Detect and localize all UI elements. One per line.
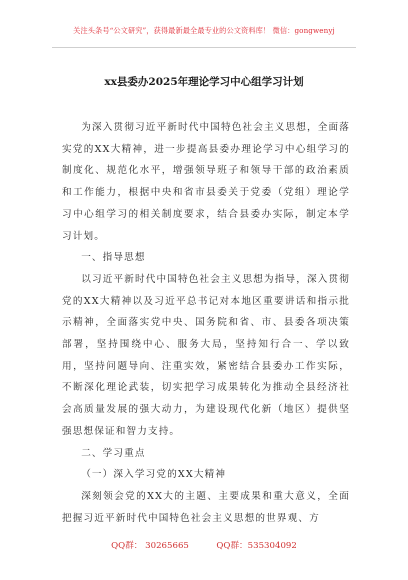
- study-congress-paragraph: 深刻领会党的XX大的主题、主要成果和重大意义，全面把握习近平新时代中国特色社会主义思想的世界观、方: [62, 490, 350, 524]
- guiding-thought-paragraph: 以习近平新时代中国特色社会主义思想为指导，深入贯彻党的XX大精神以及习近平总书记对本地区重要讲话和指示批示精神，全面落实党中央、国务院和省、市、县委各项决策部署，坚持围绕中心、服务大局，坚持知行合一、学以致用，坚持问题导向、注重实效，紧密结合县委办工作实际，不断深化理论武装，切实把学习成果转化为推动全县经济社会高质量发展的强大动力，为建设现代化新（地区）提供坚强思想保证和智力支持。: [62, 273, 350, 437]
- footer-contact: [0, 539, 408, 551]
- intro-paragraph: 为深入贯彻习近平新时代中国特色社会主义思想，全面落实党的XX大精神，进一步提高县委办理论学习中心组学习的制度化、规范化水平，增强领导班子和领导干部的政治素质和工作能力，根据中央和省市县委关于党委（党组）理论学习中心组学习的相关制度要求，结合县委办实际，制定本学习计划。: [62, 122, 350, 242]
- subsection-heading-study-congress: （一）深入学习党的XX大精神: [81, 469, 227, 481]
- section-heading-study-focus: 二、学习重点: [81, 447, 146, 459]
- header-divider: [52, 47, 356, 48]
- qq-group-2: QQ群：535304092: [216, 541, 297, 551]
- section-heading-guiding-thought: 一、指导思想: [81, 252, 146, 264]
- document-title: xx县委办2025年理论学习中心组学习计划: [104, 76, 304, 88]
- document-body: [62, 117, 350, 529]
- qq-group-1: QQ群： 30265665: [111, 541, 189, 551]
- header-note: 关注头条号“公文研究”，获得最新最全最专业的公文资料库！ 微信：gongwenyj: [73, 26, 335, 35]
